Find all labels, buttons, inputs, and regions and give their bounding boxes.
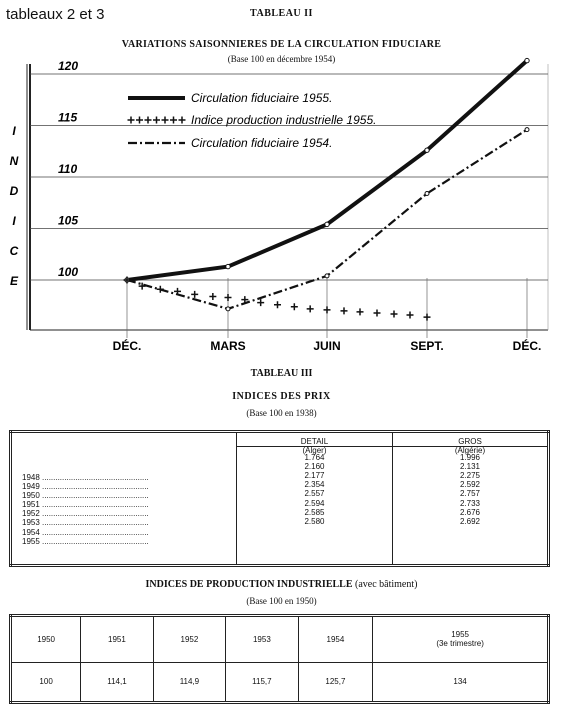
x-tick-label: MARS bbox=[210, 339, 246, 353]
production-header-cell: 1954 bbox=[298, 616, 373, 663]
production-value-cell: 114,9 bbox=[153, 662, 225, 702]
legend-label: Circulation fiduciaire 1955. bbox=[191, 91, 333, 105]
series-production-marker bbox=[257, 299, 264, 306]
legend-swatch-production bbox=[162, 117, 169, 124]
legend-swatch-production bbox=[128, 117, 135, 124]
series-1955-point bbox=[525, 58, 529, 62]
series-production-marker bbox=[407, 312, 414, 319]
detail-cell: 1.764 bbox=[304, 453, 325, 463]
series-production-marker bbox=[307, 305, 314, 312]
year-cell: 1951 ................................................ bbox=[22, 500, 149, 510]
legend-swatch-production bbox=[145, 117, 152, 124]
production-header-cell: 1950 bbox=[11, 616, 81, 663]
series-production-marker bbox=[291, 303, 298, 310]
y-axis-label-letter: C bbox=[9, 244, 19, 258]
x-tick-label: DÉC. bbox=[512, 339, 542, 353]
production-title-suffix: (avec bâtiment) bbox=[355, 579, 418, 590]
series-1954-point bbox=[525, 128, 529, 132]
gros-cell: 2.592 bbox=[459, 480, 481, 490]
series-production-marker bbox=[174, 288, 181, 295]
gros-cell: 2.757 bbox=[459, 489, 481, 499]
legend-label: Indice production industrielle 1955. bbox=[191, 113, 377, 127]
series-production-marker bbox=[324, 306, 331, 313]
production-value-cell: 114,1 bbox=[81, 662, 153, 702]
series-production-marker bbox=[374, 309, 381, 316]
series-production-marker bbox=[191, 291, 198, 298]
detail-cell: 2.177 bbox=[304, 471, 325, 481]
production-value-cell: 125,7 bbox=[298, 662, 373, 702]
production-value-cell: 115,7 bbox=[226, 662, 298, 702]
y-axis-label-letter: I bbox=[12, 124, 16, 138]
x-tick-label: SEPT. bbox=[410, 339, 444, 353]
year-cell: 1954 ................................................ bbox=[22, 527, 149, 537]
detail-header-label: DETAIL bbox=[300, 437, 329, 446]
production-value-cell: 100 bbox=[39, 677, 53, 687]
x-tick-label: JUIN bbox=[313, 339, 341, 353]
series-production-marker bbox=[274, 301, 281, 308]
year-cell: 1952 ................................................ bbox=[22, 509, 149, 519]
y-tick-label: 110 bbox=[58, 162, 78, 176]
tableau-2-label: TABLEAU II bbox=[250, 8, 313, 19]
series-production-marker bbox=[424, 314, 431, 321]
series-1954-point bbox=[226, 307, 230, 311]
series-production-marker bbox=[357, 308, 364, 315]
series-1955-point bbox=[226, 264, 230, 268]
y-axis-label-letter: D bbox=[9, 184, 19, 198]
y-axis-label-letter: E bbox=[9, 274, 19, 288]
detail-cell: 2.160 bbox=[304, 462, 325, 472]
series-production-marker bbox=[341, 307, 348, 314]
production-value-cell: 134 bbox=[373, 662, 549, 702]
production-header-cell: 1951 bbox=[81, 616, 153, 663]
detail-header-sub: (Alger) bbox=[302, 446, 327, 455]
legend-swatch-production bbox=[136, 117, 143, 124]
y-tick-label: 105 bbox=[58, 213, 79, 228]
production-title-main: INDICES DE PRODUCTION INDUSTRIELLE bbox=[145, 579, 353, 590]
production-table bbox=[9, 614, 550, 704]
series-1954-point bbox=[425, 191, 429, 195]
gros-cell: 2.692 bbox=[459, 516, 481, 526]
legend-swatch-production bbox=[170, 117, 177, 124]
y-tick-label: 100 bbox=[58, 265, 79, 279]
tableau-3-label: TABLEAU III bbox=[250, 368, 313, 379]
detail-cell: 2.585 bbox=[304, 507, 325, 517]
year-cell: 1950 ................................................ bbox=[22, 491, 149, 501]
corner-label: tableaux 2 et 3 bbox=[6, 6, 105, 23]
legend-swatch-production bbox=[179, 117, 186, 124]
year-cell: 1955 ................................................ bbox=[22, 536, 149, 546]
y-axis-label-letter: I bbox=[12, 214, 16, 228]
detail-cell: 2.594 bbox=[304, 498, 325, 508]
gros-header bbox=[393, 433, 547, 455]
series-production-marker bbox=[124, 277, 131, 284]
y-tick-label: 115 bbox=[58, 110, 78, 125]
production-header-cell: 1952 bbox=[153, 616, 225, 663]
production-header-cell: 1953 bbox=[226, 616, 298, 663]
y-tick-label: 120 bbox=[58, 59, 79, 73]
x-tick-label: DÉC. bbox=[112, 339, 142, 353]
gros-header-label: GROS bbox=[458, 437, 482, 446]
production-header-sub: (3e trimestre) bbox=[436, 639, 484, 649]
legend-label: Circulation fiduciaire 1954. bbox=[191, 136, 333, 150]
gros-cell: 2.275 bbox=[459, 471, 481, 481]
years-column bbox=[11, 432, 237, 566]
series-production-marker bbox=[157, 286, 164, 293]
prices-table bbox=[9, 430, 550, 567]
series-1954-point bbox=[325, 274, 329, 278]
series-1955-point bbox=[325, 222, 329, 226]
detail-column bbox=[237, 432, 393, 566]
gros-column bbox=[393, 432, 549, 566]
production-header-cell: 1955 (3e trimestre) bbox=[373, 616, 549, 663]
detail-cell: 2.580 bbox=[304, 516, 325, 526]
detail-cell: 2.354 bbox=[304, 480, 325, 490]
year-cell: 1949 ................................................ bbox=[22, 482, 149, 492]
gros-cell: 2.131 bbox=[459, 462, 481, 472]
gros-header-sub: (Algérie) bbox=[454, 446, 486, 455]
series-production-marker bbox=[225, 294, 232, 301]
detail-cell: 2.557 bbox=[304, 489, 325, 499]
gros-cell: 1.996 bbox=[459, 453, 481, 463]
chart-title: VARIATIONS SAISONNIERES DE LA CIRCULATION FIDUCIARE bbox=[121, 39, 442, 50]
y-axis-label-letter: N bbox=[9, 154, 19, 168]
prices-title: INDICES DES PRIX bbox=[232, 391, 331, 402]
series-production-marker bbox=[209, 293, 216, 300]
detail-header bbox=[237, 433, 392, 455]
series-production-marker bbox=[391, 310, 398, 317]
series-1955-point bbox=[425, 148, 429, 152]
year-cell: 1948 ................................................ bbox=[22, 473, 149, 482]
gros-cell: 2.733 bbox=[459, 498, 481, 508]
chart-subtitle: (Base 100 en décembre 1954) bbox=[227, 54, 336, 64]
year-cell: 1953 ................................................ bbox=[22, 518, 149, 528]
production-title bbox=[0, 579, 563, 590]
gros-cell: 2.676 bbox=[459, 507, 481, 517]
production-subtitle: (Base 100 en 1950) bbox=[246, 596, 317, 606]
prices-subtitle: (Base 100 en 1938) bbox=[246, 408, 317, 418]
legend-swatch-production bbox=[153, 117, 160, 124]
